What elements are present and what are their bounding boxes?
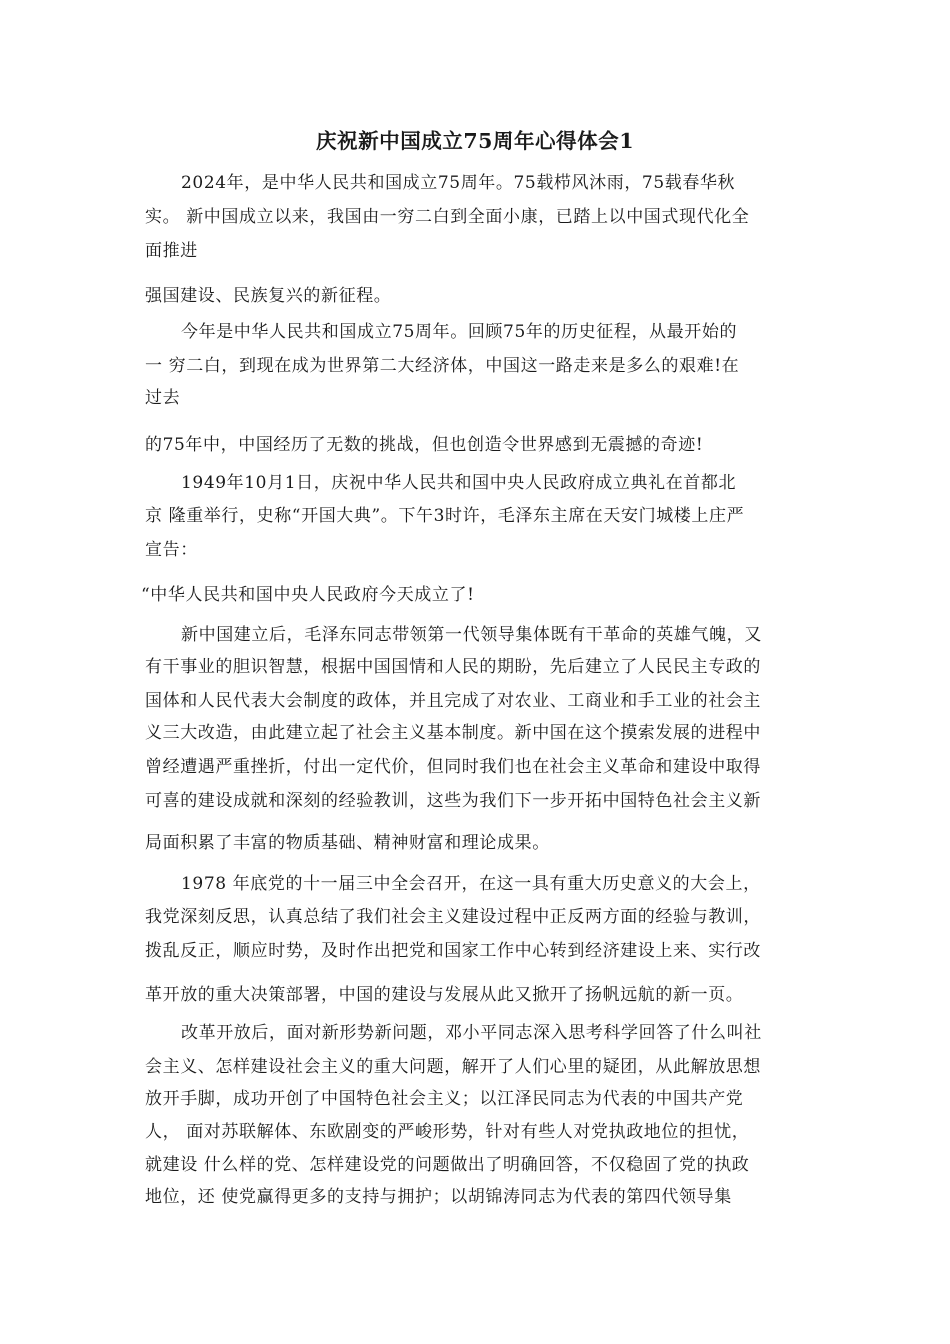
text-line: 宣告：	[145, 540, 198, 560]
text-line: 实。 新中国成立以来，我国由一穷二白到全面小康，已踏上以中国式现代化全	[145, 207, 750, 227]
text-line: 我党深刻反思，认真总结了我们社会主义建设过程中正反两方面的经验与教训，	[145, 907, 761, 927]
text-line: 今年是中华人民共和国成立75周年。回顾75年的历史征程，从最开始的	[181, 322, 738, 342]
text-line: 可喜的建设成就和深刻的经验教训，这些为我们下一步开拓中国特色社会主义新	[145, 791, 761, 811]
text-line: 国体和人民代表大会制度的政体，并且完成了对农业、工商业和手工业的社会主	[145, 691, 761, 711]
text-line: 新中国建立后，毛泽东同志带领第一代领导集体既有干革命的英雄气魄，又	[181, 625, 762, 645]
text-line: 放开手脚，成功开创了中国特色社会主义；以江泽民同志为代表的中国共产党	[145, 1089, 744, 1109]
text-line: 曾经遭遇严重挫折，付出一定代价，但同时我们也在社会主义革命和建设中取得	[145, 757, 761, 777]
text-line: 2024年，是中华人民共和国成立75周年。75载栉风沐雨，75载春华秋	[181, 173, 736, 193]
text-line: 改革开放后，面对新形势新问题，邓小平同志深入思考科学回答了什么叫社	[181, 1023, 762, 1043]
text-line: 革开放的重大决策部署，中国的建设与发展从此又掀开了扬帆远航的新一页。	[145, 985, 744, 1005]
text-line: 面推进	[145, 241, 198, 261]
text-line: 强国建设、民族复兴的新征程。	[145, 286, 392, 306]
text-line: 过去	[145, 388, 181, 408]
text-line: 局面积累了丰富的物质基础、精神财富和理论成果。	[145, 833, 550, 853]
text-line: 的75年中，中国经历了无数的挑战，但也创造令世界感到无震撼的奇迹!	[145, 435, 704, 455]
text-line: 地位，还 使党赢得更多的支持与拥护；以胡锦涛同志为代表的第四代领导集	[145, 1187, 732, 1207]
text-line: 会主义、怎样建设社会主义的重大问题，解开了人们心里的疑团，从此解放思想	[145, 1057, 761, 1077]
text-line: 1978 年底党的十一届三中全会召开，在这一具有重大历史意义的大会上，	[181, 874, 761, 894]
text-line: 人， 面对苏联解体、东欧剧变的严峻形势，针对有些人对党执政地位的担忧，	[145, 1122, 750, 1142]
text-line: 一 穷二白，到现在成为世界第二大经济体，中国这一路走来是多么的艰难!在	[145, 356, 740, 376]
text-line: “中华人民共和国中央人民政府今天成立了!	[141, 585, 475, 605]
text-line: 1949年10月1日，庆祝中华人民共和国中央人民政府成立典礼在首都北	[181, 473, 737, 493]
document-title: 庆祝新中国成立75周年心得体会1	[316, 129, 634, 153]
text-line: 义三大改造，由此建立起了社会主义基本制度。新中国在这个摸索发展的进程中	[145, 723, 761, 743]
text-line: 京 隆重举行，史称“开国大典”。下午3时许，毛泽东主席在天安门城楼上庄严	[145, 506, 745, 526]
text-line: 拨乱反正，顺应时势，及时作出把党和国家工作中心转到经济建设上来、实行改	[145, 941, 761, 961]
text-line: 就建设 什么样的党、怎样建设党的问题做出了明确回答，不仅稳固了党的执政	[145, 1155, 750, 1175]
text-line: 有干事业的胆识智慧，根据中国国情和人民的期盼，先后建立了人民民主专政的	[145, 657, 761, 677]
